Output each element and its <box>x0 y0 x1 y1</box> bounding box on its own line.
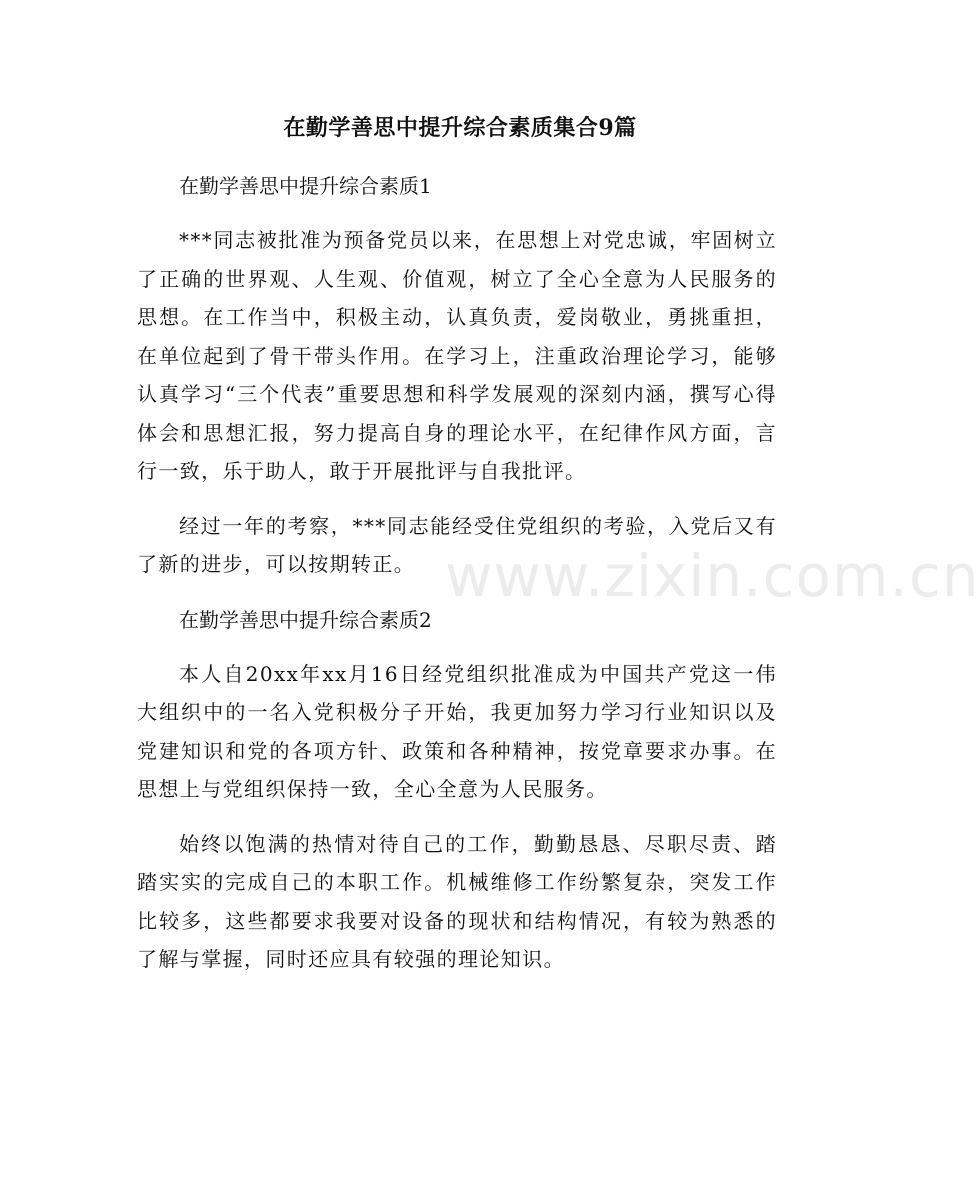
section-heading: 在勤学善思中提升综合素质1 <box>179 174 432 198</box>
paragraph: 经过一年的考察，***同志能经受住党组织的考验，入党后又有了新的进步，可以按期转正。 <box>137 513 777 576</box>
section-1 <box>137 166 777 584</box>
document-title: 在勤学善思中提升综合素质集合9篇 <box>283 115 637 141</box>
section-heading: 在勤学善思中提升综合素质2 <box>179 607 432 632</box>
paragraph: ***同志被批准为预备党员以来，在思想上对党忠诚，牢固树立了正确的世界观、人生观、价值观，树立了全心全意为人民服务的思想。在工作当中，积极主动，认真负责，爱岗敬业，勇挑重担，在单位起到了骨干带头作用。在学习上，注重政治理论学习，能够认真学习“三个代表”重要思想和科学发展观的深刻内涵，撰写心得体会和思想汇报，努力提高自身的理论水平，在纪律作风方面，言行一致，乐于助人，敢于开展批评与自我批评。 <box>137 228 777 483</box>
section-2 <box>137 600 777 979</box>
paragraph: 始终以饱满的热情对待自己的工作，勤勤恳恳、尽职尽责、踏踏实实的完成自己的本职工作。机械维修工作纷繁复杂，突发工作比较多，这些都要求我要对设备的现状和结构情况，有较为熟悉的了解与掌握，同时还应具有较强的理论知识。 <box>137 831 777 971</box>
watermark: www.zixin.com.cn <box>445 542 980 610</box>
paragraph: 本人自20xx年xx月16日经党组织批准成为中国共产党这一伟大组织中的一名入党积极分子开始，我更加努力学习行业知识以及党建知识和党的各项方针、政策和各种精神，按党章要求办事。在思想上与党组织保持一致，全心全意为人民服务。 <box>137 661 777 801</box>
document-body <box>137 166 777 979</box>
